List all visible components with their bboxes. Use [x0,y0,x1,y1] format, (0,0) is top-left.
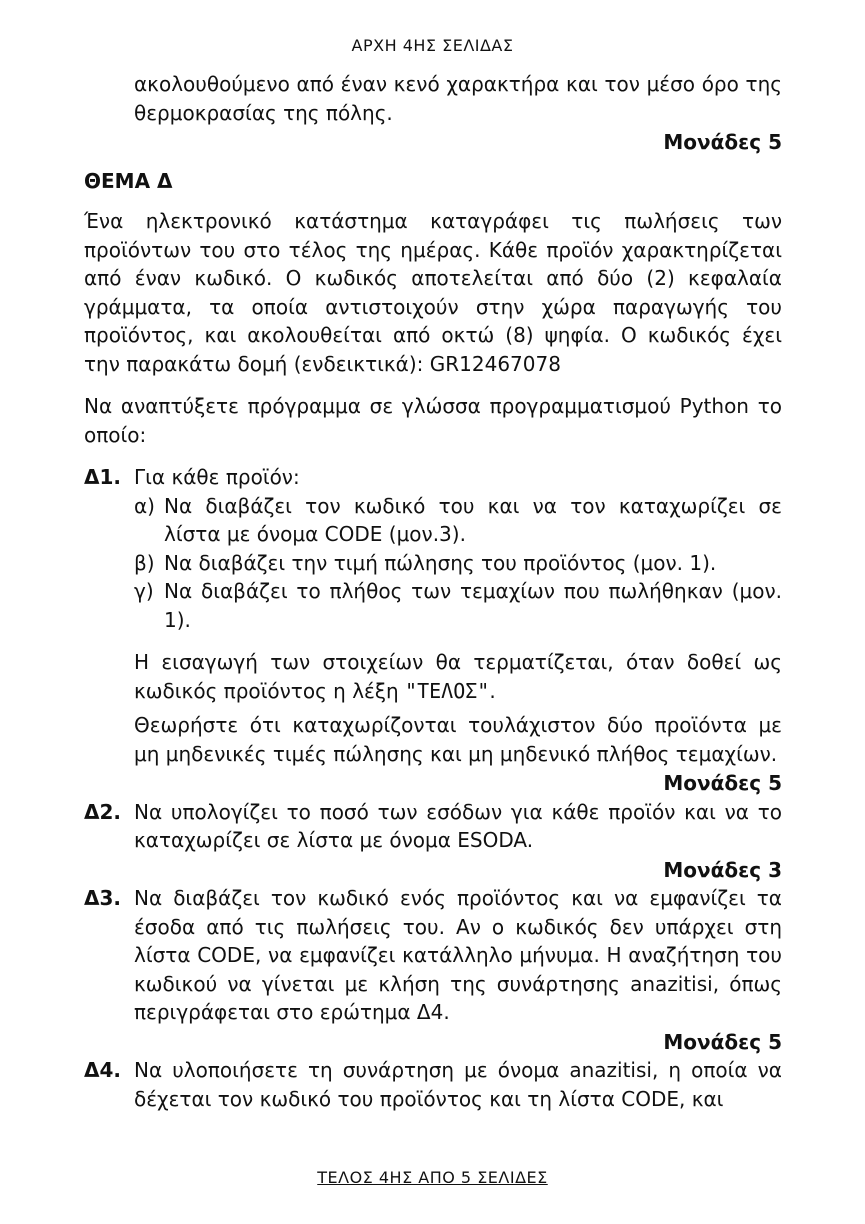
question-d3 [84,884,782,1027]
paragraph-task-intro: Να αναπτύξετε πρόγραμμα σε γλώσσα προγραμματισμού Python το οποίο: [84,394,782,447]
paragraph-store-description: Ένα ηλεκτρονικό κατάστημα καταγράφει τις πωλήσεις των προϊόντων του στο τέλος της ημέρας. Κάθε προϊόν χαρακτηρίζεται από έναν κωδικό. Ο κωδικός αποτελείται από δύο (2) κεφαλαία γράμματα, τα οποία αντιστοιχούν στην χώρα παραγωγής του προϊόντος, και ακολουθείται από οκτώ (8) ψηφία. Ο κωδικός έχει την παρακάτω δομή (ενδεικτικά): GR12467078 [84,209,782,376]
item-text: Να διαβάζει την τιμή πώλησης του προϊόντος (μον. 1). [164,550,717,575]
note-keyword: "ΤΕΛΟΣ" [405,678,490,703]
item-label: γ) [134,579,154,603]
question-d2-score: Μονάδες 3 [663,857,782,882]
question-d2-text: Να υπολογίζει το ποσό των εσόδων για κάθε προϊόν και να το καταχωρίζει σε λίστα με όνομα ESODA. [134,799,782,852]
question-d1-lead: Για κάθε προϊόν: [134,465,300,489]
question-d1-score: Μονάδες 5 [663,771,782,795]
question-d1 [84,463,782,768]
question-d4 [84,1056,782,1113]
note-text-post: . [489,678,496,703]
item-text: Να διαβάζει τον κωδικό του και να τον καταχωρίζει σε λίστα με όνομα CODE (μον.3). [164,493,782,546]
item-label: α) [134,493,155,518]
question-d1-note-assumption: Θεωρήστε ότι καταχωρίζονται τουλάχιστον δύο προϊόντα με μη μηδενικές τιμές πώλησης και μη μηδενικό πλήθος τεμαχίων. [134,713,782,766]
page-header: ΑΡΧΗ 4ΗΣ ΣΕΛΙΔΑΣ [351,36,514,55]
question-d4-number: Δ4. [84,1058,121,1082]
note-text-pre: Η εισαγωγή των στοιχείων θα τερματίζεται, όταν δοθεί ως κωδικός προϊόντος η λέξη [134,650,782,703]
page-footer-text: ΤΕΛΟΣ 4ΗΣ ΑΠΟ 5 ΣΕΛΙΔΕΣ [317,1168,548,1187]
theme-title: ΘΕΜΑ Δ [84,168,173,193]
question-d3-number: Δ3. [84,886,121,910]
page-footer [0,1168,865,1187]
question-d1-item-b [134,549,782,578]
intro-text: ακολουθούμενο από έναν κενό χαρακτήρα και τον μέσο όρο της θερμοκρασίας της πόλης. [134,72,782,125]
question-d2 [84,798,782,855]
question-d1-body [134,463,782,768]
question-d1-number: Δ1. [84,465,121,489]
intro-score: Μονάδες 5 [663,130,782,154]
question-d3-score: Μονάδες 5 [663,1029,782,1054]
question-d3-text: Να διαβάζει τον κωδικό ενός προϊόντος και να εμφανίζει τα έσοδα από τις πωλήσεις του. Αν ο κωδικός δεν υπάρχει στη λίστα CODE, να εμφανίζει κατάλληλο μήνυμα. Η αναζήτηση του κωδικού να γίνεται με κλήση της συνάρτησης anazitisi, όπως περιγράφεται στο ερώτημα Δ4. [134,886,782,1024]
question-d2-number: Δ2. [84,799,121,824]
question-d1-item-c [134,577,782,634]
document-body [84,70,782,1113]
question-d1-note-termination [134,648,782,705]
item-label: β) [134,550,155,575]
item-text: Να διαβάζει το πλήθος των τεμαχίων που πωλήθηκαν (μον. 1). [164,579,782,632]
question-d4-text: Να υλοποιήσετε τη συνάρτηση με όνομα anazitisi, η οποία να δέχεται τον κωδικό του προϊόντος και τη λίστα CODE, και [134,1058,782,1111]
question-d1-item-a [134,492,782,549]
